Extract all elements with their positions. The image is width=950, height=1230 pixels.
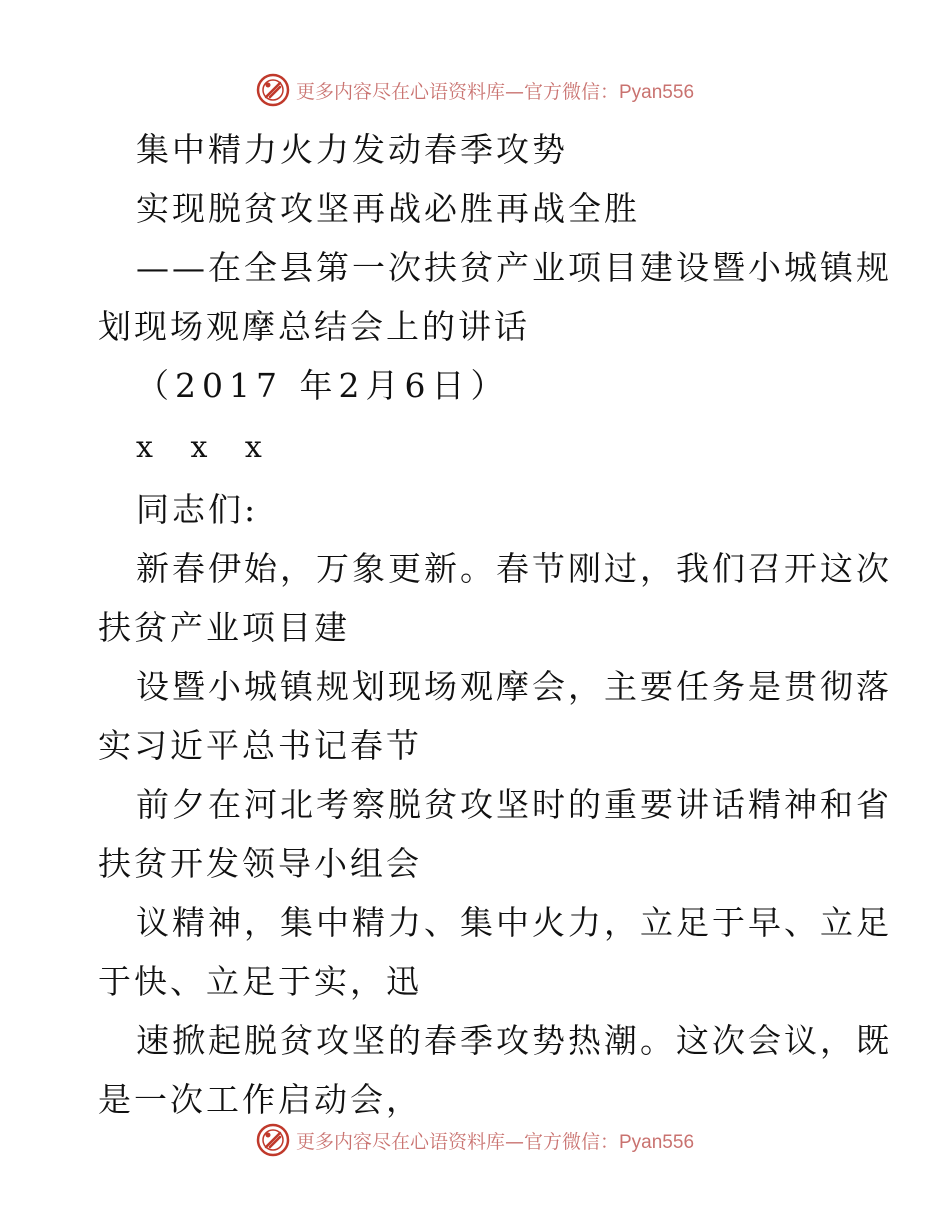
body-line: 扶贫产业项目建	[98, 608, 350, 647]
body-line: 速掀起脱贫攻坚的春季攻势热潮。这次会议，既	[136, 1021, 892, 1060]
subtitle-line-1: ——在全县第一次扶贫产业项目建设暨小城镇规	[136, 248, 892, 287]
speaker-name: x x x	[136, 430, 276, 465]
body-line: 扶贫开发领导小组会	[98, 844, 422, 883]
red-seal-logo-icon	[256, 1123, 290, 1157]
body-line: 是一次工作启动会，	[98, 1080, 422, 1119]
watermark-banner-bottom	[0, 1120, 950, 1160]
title-line-2: 实现脱贫攻坚再战必胜再战全胜	[136, 189, 640, 228]
subtitle-line-2: 划现场观摩总结会上的讲话	[98, 307, 530, 346]
body-line: 实习近平总书记春节	[98, 726, 422, 765]
red-seal-logo-icon	[256, 73, 290, 107]
document-body	[98, 120, 892, 1129]
body-line: 设暨小城镇规划现场观摩会，主要任务是贯彻落	[136, 667, 892, 706]
watermark-banner-top	[0, 70, 950, 110]
salutation: 同志们:	[136, 490, 259, 529]
watermark-text: 更多内容尽在心语资料库—官方微信：Pyan556	[295, 1130, 695, 1153]
body-line: 议精神，集中精力、集中火力，立足于早、立足	[136, 903, 892, 942]
speech-date: （2017 年2月6日）	[136, 366, 510, 405]
watermark-handle: Pyan556	[619, 1131, 695, 1153]
body-line: 于快、立足于实，迅	[98, 962, 422, 1001]
title-line-1: 集中精力火力发动春季攻势	[136, 130, 568, 169]
watermark-text: 更多内容尽在心语资料库—官方微信：Pyan556	[295, 80, 695, 103]
body-line: 前夕在河北考察脱贫攻坚时的重要讲话精神和省	[136, 785, 892, 824]
watermark-handle: Pyan556	[619, 81, 695, 103]
body-line: 新春伊始，万象更新。春节刚过，我们召开这次	[136, 549, 892, 588]
